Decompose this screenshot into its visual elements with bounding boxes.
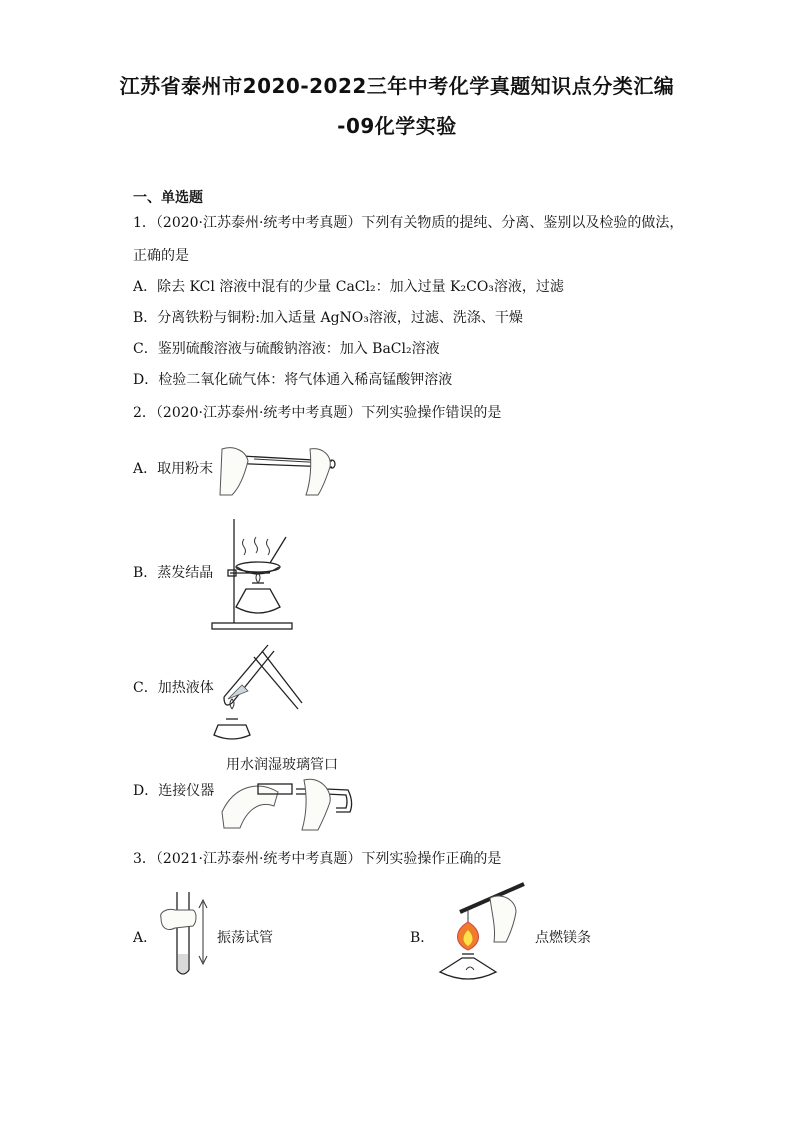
q2-option-d-caption: 用水润湿玻璃管口 <box>226 757 338 773</box>
connecting-apparatus-illustration <box>218 772 358 832</box>
q2-option-c-label: C．加热液体 <box>133 680 214 696</box>
q2-stem: 2．（2020·江苏泰州·统考中考真题）下列实验操作错误的是 <box>133 405 502 421</box>
q1-option-c: C．鉴别硫酸溶液与硫酸钠溶液：加入 BaCl₂溶液 <box>133 341 440 357</box>
q2-option-b-label: B．蒸发结晶 <box>133 565 214 581</box>
q2-option-d-label: D．连接仪器 <box>133 783 215 799</box>
q1-stem-line1: 1．（2020·江苏泰州·统考中考真题）下列有关物质的提纯、分离、鉴别以及检验的做法， <box>133 215 684 231</box>
q3-option-b-letter: B． <box>410 930 435 946</box>
q1-stem-line2: 正确的是 <box>133 248 189 264</box>
q3-option-a-letter: A． <box>133 930 158 946</box>
q3-stem: 3．（2021·江苏泰州·统考中考真题）下列实验操作正确的是 <box>133 851 502 867</box>
powder-test-tube-illustration <box>214 437 344 497</box>
document-title-line1: 江苏省泰州市2020-2022三年中考化学真题知识点分类汇编 <box>119 74 675 98</box>
section-heading: 一、单选题 <box>133 190 203 206</box>
document-title-line2: -09化学实验 <box>337 114 457 138</box>
shaking-test-tube-illustration <box>153 888 213 980</box>
burning-magnesium-illustration <box>432 878 532 990</box>
q3-option-b-caption: 点燃镁条 <box>535 930 591 946</box>
q1-option-b: B．分离铁粉与铜粉:加入适量 AgNO₃溶液，过滤、洗涤、干燥 <box>133 310 523 326</box>
q2-option-a-label: A．取用粉末 <box>133 461 214 477</box>
q3-option-a-caption: 振荡试管 <box>217 930 273 946</box>
evaporation-setup-illustration <box>210 515 300 633</box>
heating-liquid-illustration <box>210 637 310 737</box>
q1-option-d: D．检验二氧化硫气体：将气体通入稀高锰酸钾溶液 <box>133 372 453 388</box>
q1-option-a: A．除去 KCl 溶液中混有的少量 CaCl₂：加入过量 K₂CO₃溶液，过滤 <box>133 279 564 295</box>
